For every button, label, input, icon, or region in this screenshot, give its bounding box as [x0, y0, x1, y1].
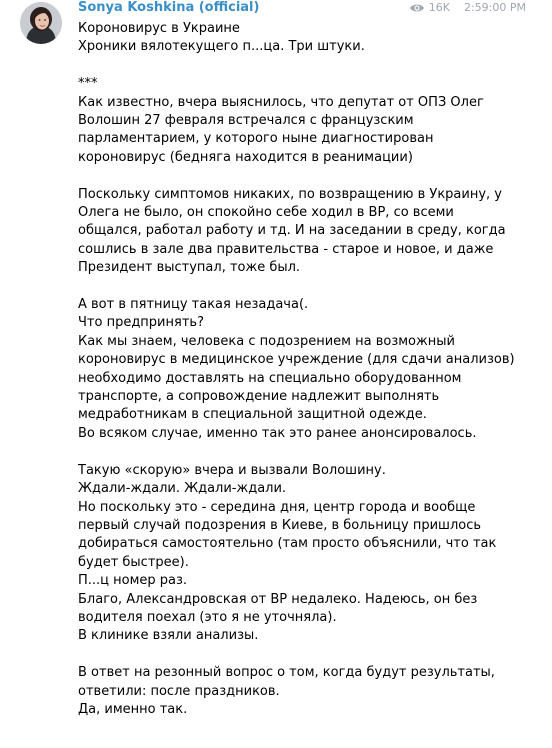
message-line: короновирус в медицинское учреждение (для сдачи анализов)	[78, 352, 515, 368]
author-name[interactable]: Sonya Koshkina (official)	[78, 0, 260, 15]
message-line: Да, именно так.	[78, 701, 188, 717]
message-meta	[409, 1, 526, 15]
message-line: Хроники вялотекущего п...ца. Три штуки.	[78, 39, 365, 55]
message-line: Волошин 27 февраля встречался с французским	[78, 113, 414, 129]
message-line: Но поскольку это - середина дня, центр города и вообще	[78, 499, 476, 515]
avatar-image	[20, 2, 62, 44]
message-text	[78, 20, 528, 719]
message-line: Короновирус в Украине	[78, 21, 240, 36]
views-count: 16K	[428, 1, 450, 14]
paragraph-gap	[78, 57, 528, 75]
message-line: П...ц номер раз.	[78, 573, 188, 589]
paragraph-gap	[78, 167, 528, 185]
message-line: А вот в пятницу такая незадача(.	[78, 297, 309, 313]
message-header	[78, 0, 532, 18]
message-line: Такую «скорую» вчера и вызвали Волошину.	[78, 462, 386, 478]
message-line: Благо, Александровская от ВР недалеко. Надеюсь, он без	[78, 591, 478, 607]
message-line: Олега не было, он спокойно себе ходил в ВР, со всеми	[78, 205, 454, 221]
message-line: ответили: после праздников.	[78, 683, 280, 699]
message-line: будет быстрее).	[78, 554, 189, 570]
eye-icon	[409, 2, 425, 14]
message-line: транспорте, а сопровождение надлежит выполнять	[78, 389, 440, 405]
message-line: Как мы знаем, человека с подозрением на возможный	[78, 333, 455, 349]
message-line: Ждали-ждали. Ждали-ждали.	[78, 481, 287, 497]
message-line: общался, работал работу и тд. И на заседании в среду, когда	[78, 223, 506, 239]
message-line: парламентарием, у которого ныне диагностирован	[78, 131, 434, 147]
message-line: сошлись в зале два правительства - старое и новое, и даже	[78, 241, 494, 257]
paragraph-gap	[78, 443, 528, 461]
paragraph-gap	[78, 646, 528, 664]
paragraph-gap	[78, 278, 528, 296]
message-line: В ответ на резонный вопрос о том, когда будут результаты,	[78, 665, 495, 681]
message-line: добираться самостоятельно (там просто объяснили, что так	[78, 536, 497, 552]
message-line: короновирус (бедняга находится в реанимации)	[78, 149, 413, 165]
message-line: первый случай подозрения в Киеве, в больницу пришлось	[78, 517, 482, 533]
message-line: необходимо доставлять на специально оборудованном	[78, 370, 462, 386]
message-line: Поскольку симптомов никаких, по возвращению в Украину, у	[78, 186, 502, 202]
author-avatar[interactable]	[20, 2, 62, 44]
message-line: Что предпринять?	[78, 315, 204, 331]
message-line: ***	[78, 76, 98, 92]
message-line: Как известно, вчера выяснилось, что депутат от ОПЗ Олег	[78, 94, 484, 110]
message-line: водителя поехал (это я не уточняла).	[78, 609, 337, 625]
message-line: Президент выступал, тоже был.	[78, 260, 301, 276]
message-line: Во всяком случае, именно так это ранее анонсировалось.	[78, 425, 477, 441]
message-timestamp: 2:59:00 PM	[463, 1, 526, 14]
message-line: медработникам в специальной защитной одежде.	[78, 407, 427, 423]
message-line: В клинике взяли анализы.	[78, 628, 259, 644]
